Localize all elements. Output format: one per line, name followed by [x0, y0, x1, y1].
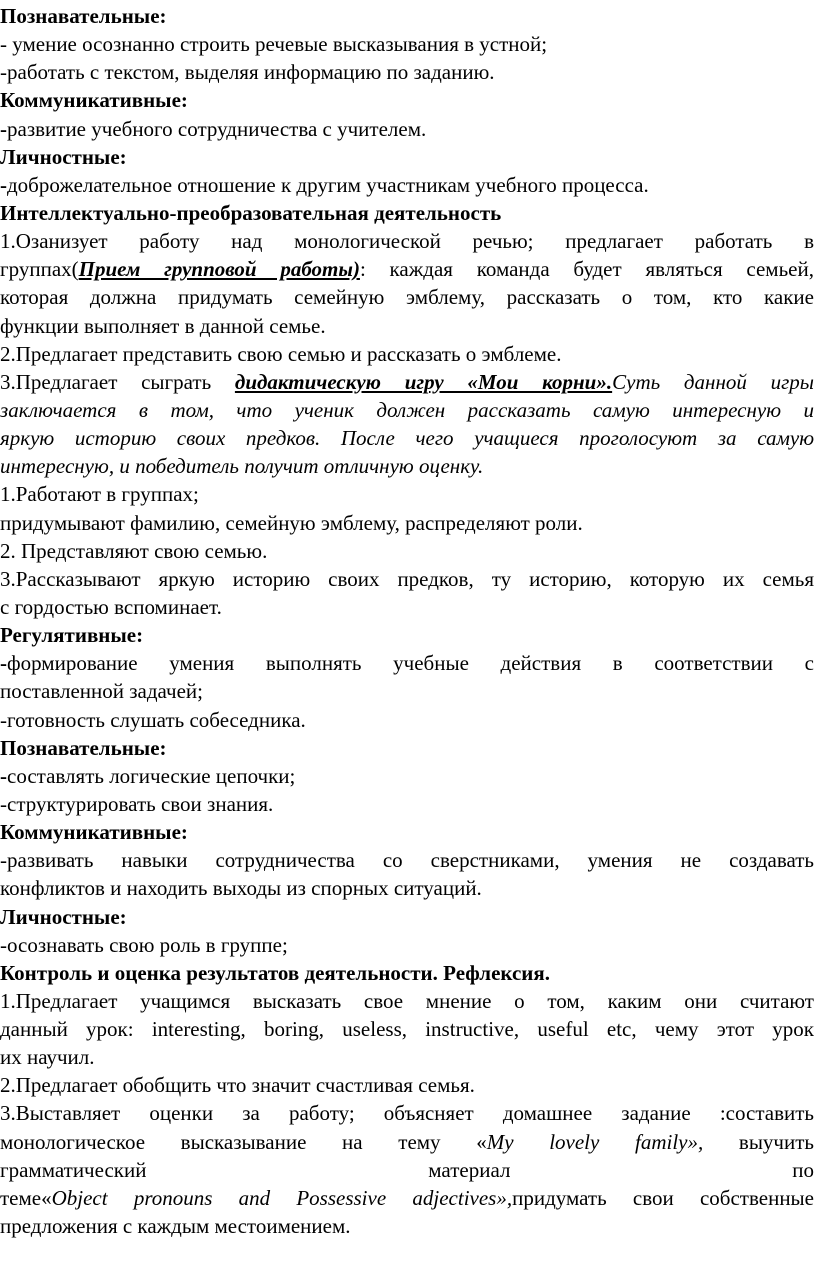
text-line: [0, 227, 816, 255]
text-run: Прием групповой работы): [78, 257, 360, 282]
text-run: Суть данной игры: [612, 369, 814, 394]
text-run: : каждая команда будет являться семьей,: [359, 257, 814, 282]
text-run: выучить: [703, 1129, 814, 1154]
text-run: доброжелательное отношение к другим участникам учебного процесса.: [7, 172, 649, 197]
text-run: Коммуникативные:: [0, 88, 188, 113]
text-line: [0, 396, 816, 424]
text-line: [0, 368, 816, 396]
text-run: функции выполняет в данной семье.: [0, 313, 326, 338]
text-line: [0, 537, 816, 565]
text-line: [0, 143, 816, 171]
text-run: Познавательные:: [0, 735, 167, 760]
text-run: развитие учебного сотрудничества с учителем.: [7, 116, 427, 141]
text-line: [0, 1212, 816, 1240]
text-run: интересную, и победитель получит отличную оценку.: [0, 454, 484, 479]
text-run: 1.Работают в группах;: [0, 482, 199, 507]
text-run: монологическое высказывание на тему «: [0, 1129, 487, 1154]
text-run: Познавательные:: [0, 4, 167, 28]
text-run: Интеллектуально-преобразовательная деятельность: [0, 200, 502, 225]
text-line: [0, 283, 816, 311]
text-line: [0, 1156, 816, 1184]
text-run: грамматический материал по: [0, 1157, 814, 1182]
text-line: [0, 199, 816, 227]
text-run: -структурировать свои знания.: [0, 791, 274, 816]
text-run: -работать с текстом, выделяя информацию по заданию.: [0, 60, 495, 85]
text-line: [0, 86, 816, 114]
text-line: [0, 818, 816, 846]
text-run: 2.Предлагает представить свою семью и рассказать о эмблеме.: [0, 341, 562, 366]
text-line: [0, 565, 816, 593]
text-line: [0, 424, 816, 452]
text-run: -: [0, 763, 7, 788]
text-run: Контроль и оценка результатов деятельности. Рефлексия.: [0, 960, 550, 985]
text-run: их научил.: [0, 1045, 95, 1070]
text-run: -: [0, 116, 7, 141]
text-run: составлять логические цепочки;: [7, 763, 296, 788]
text-line: [0, 58, 816, 86]
text-line: [0, 874, 816, 902]
text-line: [0, 2, 816, 30]
text-line: [0, 903, 816, 931]
text-run: теме«: [0, 1185, 52, 1210]
text-run: придумать свои собственные: [512, 1185, 814, 1210]
text-run: My lovely family»,: [486, 1129, 704, 1154]
text-run: заключается в том, что ученик должен рассказать самую интересную и: [0, 397, 814, 422]
text-run: конфликтов и находить выходы из спорных ситуаций.: [0, 876, 482, 901]
text-run: Регулятивные:: [0, 623, 144, 648]
text-run: данный урок: interesting, boring, useless, instructive, useful etc, чему этот урок: [0, 1017, 814, 1042]
text-line: [0, 255, 816, 283]
text-line: [0, 987, 816, 1015]
text-line: [0, 1043, 816, 1071]
text-line: [0, 1128, 816, 1156]
text-run: -развивать навыки сотрудничества со сверстниками, умения не создавать: [0, 848, 814, 873]
text-line: [0, 593, 816, 621]
text-run: группах(: [0, 257, 79, 282]
text-line: [0, 706, 816, 734]
text-run: Личностные:: [0, 144, 127, 169]
text-run: 1.Озанизует работу над монологической речью; предлагает работать в: [0, 229, 814, 254]
text-line: [0, 649, 816, 677]
text-run: -осознавать свою роль в группе;: [0, 932, 288, 957]
text-run: 1.Предлагает учащимся высказать свое мнение о том, каким они считают: [0, 988, 814, 1013]
text-line: [0, 1184, 816, 1212]
text-line: [0, 312, 816, 340]
text-run: - умение осознанно строить речевые высказывания в устной;: [0, 32, 548, 57]
text-run: яркую историю своих предков. После чего учащиеся проголосуют за самую: [0, 426, 814, 451]
text-run: 2. Представляют свою семью.: [0, 538, 268, 563]
text-line: [0, 509, 816, 537]
text-run: дидактическую игру «Мои корни».: [234, 369, 613, 394]
text-line: [0, 621, 816, 649]
text-run: 3.Выставляет оценки за работу; объясняет домашнее задание :составить: [0, 1101, 814, 1126]
text-run: предложения с каждым местоимением.: [0, 1214, 351, 1239]
text-line: [0, 171, 816, 199]
text-line: [0, 734, 816, 762]
text-run: -: [0, 172, 7, 197]
text-line: [0, 1071, 816, 1099]
text-run: формирование умения выполнять учебные действия в соответствии с: [7, 651, 814, 676]
text-run: Object pronouns and Possessive adjectives»,: [51, 1185, 513, 1210]
text-run: поставленной задачей;: [0, 679, 203, 704]
text-run: -готовность слушать собеседника.: [0, 707, 306, 732]
text-line: [0, 931, 816, 959]
text-line: [0, 677, 816, 705]
text-line: [0, 340, 816, 368]
text-run: которая должна придумать семейную эмблему, рассказать о том, кто какие: [0, 285, 814, 310]
text-run: Коммуникативные:: [0, 820, 188, 845]
text-line: [0, 762, 816, 790]
text-line: [0, 452, 816, 480]
text-line: [0, 959, 816, 987]
text-line: [0, 30, 816, 58]
text-line: [0, 1015, 816, 1043]
text-line: [0, 1099, 816, 1127]
text-run: придумывают фамилию, семейную эмблему, распределяют роли.: [0, 510, 583, 535]
text-run: с гордостью вспоминает.: [0, 594, 222, 619]
text-run: 3.Предлагает сыграть: [0, 369, 235, 394]
text-line: [0, 790, 816, 818]
text-run: 3.Рассказывают яркую историю своих предков, ту историю, которую их семья: [0, 566, 814, 591]
text-run: -: [0, 651, 7, 676]
text-line: [0, 846, 816, 874]
text-line: [0, 115, 816, 143]
text-line: [0, 480, 816, 508]
text-run: 2.Предлагает обобщить что значит счастливая семья.: [0, 1073, 475, 1098]
text-run: Личностные:: [0, 904, 127, 929]
